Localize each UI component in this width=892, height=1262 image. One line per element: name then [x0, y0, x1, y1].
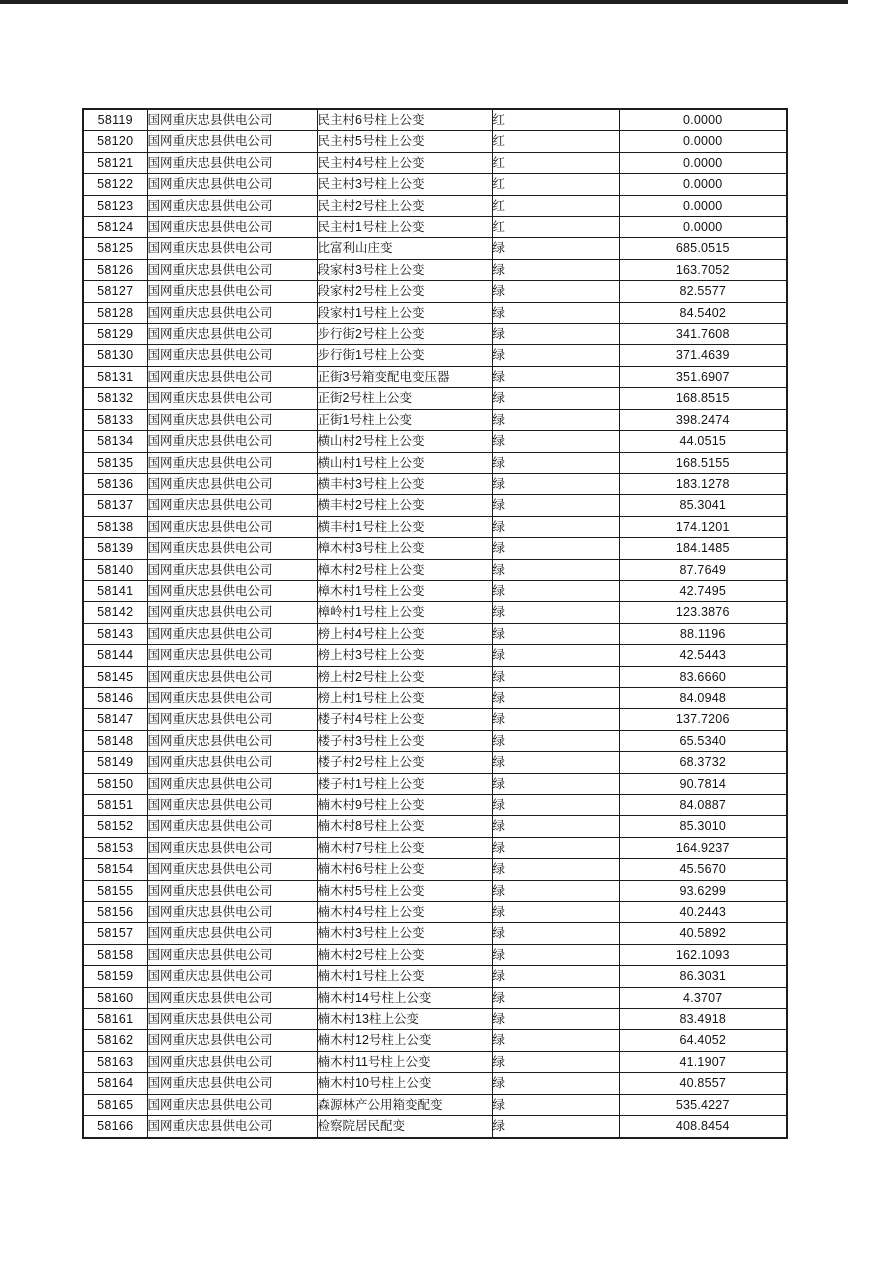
cell-status-color: 绿 [492, 1051, 619, 1072]
cell-value: 0.0000 [619, 174, 787, 195]
cell-value: 398.2474 [619, 409, 787, 430]
cell-company-name: 国网重庆忠县供电公司 [147, 1009, 317, 1030]
cell-record-id: 58166 [83, 1116, 147, 1138]
cell-station-name: 正街2号柱上公变 [317, 388, 492, 409]
cell-status-color: 绿 [492, 324, 619, 345]
cell-company-name: 国网重庆忠县供电公司 [147, 281, 317, 302]
cell-station-name: 正街1号柱上公变 [317, 409, 492, 430]
cell-value: 84.0887 [619, 795, 787, 816]
cell-company-name: 国网重庆忠县供电公司 [147, 602, 317, 623]
cell-record-id: 58127 [83, 281, 147, 302]
cell-company-name: 国网重庆忠县供电公司 [147, 944, 317, 965]
cell-status-color: 绿 [492, 666, 619, 687]
table-row [83, 795, 787, 816]
top-border-line [0, 0, 848, 4]
cell-record-id: 58119 [83, 109, 147, 131]
cell-station-name: 步行街1号柱上公变 [317, 345, 492, 366]
cell-value: 685.0515 [619, 238, 787, 259]
cell-record-id: 58142 [83, 602, 147, 623]
cell-station-name: 横丰村2号柱上公变 [317, 495, 492, 516]
cell-company-name: 国网重庆忠县供电公司 [147, 666, 317, 687]
cell-station-name: 段家村1号柱上公变 [317, 302, 492, 323]
cell-status-color: 绿 [492, 880, 619, 901]
cell-value: 174.1201 [619, 516, 787, 537]
cell-station-name: 榜上村2号柱上公变 [317, 666, 492, 687]
cell-status-color: 绿 [492, 431, 619, 452]
cell-company-name: 国网重庆忠县供电公司 [147, 473, 317, 494]
cell-record-id: 58143 [83, 623, 147, 644]
table-row [83, 1073, 787, 1094]
table-row [83, 152, 787, 173]
cell-status-color: 绿 [492, 495, 619, 516]
table-row [83, 730, 787, 751]
table-row [83, 623, 787, 644]
table-row [83, 431, 787, 452]
cell-station-name: 横丰村3号柱上公变 [317, 473, 492, 494]
table-row [83, 538, 787, 559]
table-row [83, 687, 787, 708]
cell-value: 64.4052 [619, 1030, 787, 1051]
cell-station-name: 横丰村1号柱上公变 [317, 516, 492, 537]
cell-value: 90.7814 [619, 773, 787, 794]
cell-value: 93.6299 [619, 880, 787, 901]
table-row [83, 131, 787, 152]
cell-value: 42.7495 [619, 580, 787, 601]
table-row [83, 281, 787, 302]
cell-status-color: 绿 [492, 859, 619, 880]
cell-value: 84.0948 [619, 687, 787, 708]
cell-company-name: 国网重庆忠县供电公司 [147, 773, 317, 794]
cell-record-id: 58158 [83, 944, 147, 965]
cell-status-color: 绿 [492, 987, 619, 1008]
cell-station-name: 民主村6号柱上公变 [317, 109, 492, 131]
cell-company-name: 国网重庆忠县供电公司 [147, 431, 317, 452]
cell-value: 162.1093 [619, 944, 787, 965]
cell-station-name: 楠木村2号柱上公变 [317, 944, 492, 965]
cell-status-color: 绿 [492, 473, 619, 494]
cell-status-color: 红 [492, 174, 619, 195]
cell-status-color: 绿 [492, 944, 619, 965]
cell-company-name: 国网重庆忠县供电公司 [147, 238, 317, 259]
cell-value: 0.0000 [619, 217, 787, 238]
cell-status-color: 绿 [492, 302, 619, 323]
cell-value: 168.5155 [619, 452, 787, 473]
cell-status-color: 红 [492, 217, 619, 238]
table-row [83, 709, 787, 730]
table-row [83, 174, 787, 195]
cell-company-name: 国网重庆忠县供电公司 [147, 366, 317, 387]
cell-station-name: 森源林产公用箱变配变 [317, 1094, 492, 1115]
cell-record-id: 58146 [83, 687, 147, 708]
cell-company-name: 国网重庆忠县供电公司 [147, 730, 317, 751]
cell-station-name: 楠木村14号柱上公变 [317, 987, 492, 1008]
cell-status-color: 绿 [492, 709, 619, 730]
cell-value: 42.5443 [619, 645, 787, 666]
cell-company-name: 国网重庆忠县供电公司 [147, 109, 317, 131]
table-row [83, 837, 787, 858]
cell-station-name: 榜上村3号柱上公变 [317, 645, 492, 666]
cell-record-id: 58147 [83, 709, 147, 730]
cell-status-color: 绿 [492, 1073, 619, 1094]
cell-company-name: 国网重庆忠县供电公司 [147, 174, 317, 195]
table-row [83, 109, 787, 131]
cell-station-name: 正街3号箱变配电变压器 [317, 366, 492, 387]
table-row [83, 880, 787, 901]
cell-value: 45.5670 [619, 859, 787, 880]
table-row [83, 195, 787, 216]
cell-company-name: 国网重庆忠县供电公司 [147, 495, 317, 516]
cell-company-name: 国网重庆忠县供电公司 [147, 966, 317, 987]
table-row [83, 388, 787, 409]
table-row [83, 302, 787, 323]
cell-status-color: 绿 [492, 538, 619, 559]
cell-company-name: 国网重庆忠县供电公司 [147, 559, 317, 580]
cell-station-name: 民主村5号柱上公变 [317, 131, 492, 152]
cell-status-color: 绿 [492, 1030, 619, 1051]
cell-value: 184.1485 [619, 538, 787, 559]
cell-status-color: 红 [492, 152, 619, 173]
cell-record-id: 58154 [83, 859, 147, 880]
table-row [83, 580, 787, 601]
cell-record-id: 58153 [83, 837, 147, 858]
cell-record-id: 58160 [83, 987, 147, 1008]
cell-value: 137.7206 [619, 709, 787, 730]
cell-value: 0.0000 [619, 152, 787, 173]
cell-company-name: 国网重庆忠县供电公司 [147, 837, 317, 858]
cell-company-name: 国网重庆忠县供电公司 [147, 324, 317, 345]
cell-station-name: 楠木村12号柱上公变 [317, 1030, 492, 1051]
cell-record-id: 58163 [83, 1051, 147, 1072]
cell-status-color: 红 [492, 131, 619, 152]
cell-value: 44.0515 [619, 431, 787, 452]
table-row [83, 238, 787, 259]
cell-value: 40.5892 [619, 923, 787, 944]
cell-status-color: 绿 [492, 752, 619, 773]
cell-status-color: 绿 [492, 645, 619, 666]
table-row [83, 1051, 787, 1072]
cell-company-name: 国网重庆忠县供电公司 [147, 923, 317, 944]
table-row [83, 602, 787, 623]
table-row [83, 773, 787, 794]
cell-status-color: 绿 [492, 730, 619, 751]
cell-status-color: 绿 [492, 773, 619, 794]
cell-station-name: 楠木村9号柱上公变 [317, 795, 492, 816]
cell-record-id: 58124 [83, 217, 147, 238]
cell-status-color: 绿 [492, 1094, 619, 1115]
cell-value: 83.4918 [619, 1009, 787, 1030]
cell-station-name: 樟木村3号柱上公变 [317, 538, 492, 559]
cell-record-id: 58164 [83, 1073, 147, 1094]
cell-value: 87.7649 [619, 559, 787, 580]
cell-status-color: 绿 [492, 623, 619, 644]
table-row [83, 516, 787, 537]
cell-status-color: 绿 [492, 259, 619, 280]
cell-company-name: 国网重庆忠县供电公司 [147, 1051, 317, 1072]
cell-record-id: 58151 [83, 795, 147, 816]
cell-station-name: 步行街2号柱上公变 [317, 324, 492, 345]
cell-station-name: 楠木村6号柱上公变 [317, 859, 492, 880]
cell-station-name: 民主村2号柱上公变 [317, 195, 492, 216]
table-row [83, 345, 787, 366]
cell-company-name: 国网重庆忠县供电公司 [147, 1030, 317, 1051]
table-row [83, 645, 787, 666]
table-row [83, 902, 787, 923]
cell-value: 341.7608 [619, 324, 787, 345]
cell-station-name: 民主村1号柱上公变 [317, 217, 492, 238]
cell-value: 40.2443 [619, 902, 787, 923]
cell-company-name: 国网重庆忠县供电公司 [147, 752, 317, 773]
cell-station-name: 横山村2号柱上公变 [317, 431, 492, 452]
cell-record-id: 58144 [83, 645, 147, 666]
table-row [83, 452, 787, 473]
cell-station-name: 楼子村3号柱上公变 [317, 730, 492, 751]
cell-value: 40.8557 [619, 1073, 787, 1094]
table-row [83, 1009, 787, 1030]
cell-station-name: 楼子村1号柱上公变 [317, 773, 492, 794]
cell-record-id: 58155 [83, 880, 147, 901]
cell-company-name: 国网重庆忠县供电公司 [147, 709, 317, 730]
cell-value: 0.0000 [619, 131, 787, 152]
cell-company-name: 国网重庆忠县供电公司 [147, 1116, 317, 1138]
cell-station-name: 樟木村2号柱上公变 [317, 559, 492, 580]
cell-company-name: 国网重庆忠县供电公司 [147, 152, 317, 173]
cell-record-id: 58156 [83, 902, 147, 923]
cell-value: 83.6660 [619, 666, 787, 687]
table-row [83, 816, 787, 837]
cell-station-name: 楠木村11号柱上公变 [317, 1051, 492, 1072]
cell-company-name: 国网重庆忠县供电公司 [147, 131, 317, 152]
cell-record-id: 58121 [83, 152, 147, 173]
cell-record-id: 58138 [83, 516, 147, 537]
cell-station-name: 楠木村8号柱上公变 [317, 816, 492, 837]
table-row [83, 859, 787, 880]
cell-record-id: 58145 [83, 666, 147, 687]
cell-value: 408.8454 [619, 1116, 787, 1138]
table-row [83, 1094, 787, 1115]
cell-status-color: 绿 [492, 795, 619, 816]
table-row [83, 923, 787, 944]
cell-station-name: 榜上村1号柱上公变 [317, 687, 492, 708]
cell-record-id: 58149 [83, 752, 147, 773]
cell-status-color: 绿 [492, 388, 619, 409]
cell-station-name: 检察院居民配变 [317, 1116, 492, 1138]
cell-value: 4.3707 [619, 987, 787, 1008]
cell-status-color: 绿 [492, 966, 619, 987]
table-row [83, 666, 787, 687]
table-row [83, 259, 787, 280]
cell-station-name: 段家村3号柱上公变 [317, 259, 492, 280]
cell-record-id: 58162 [83, 1030, 147, 1051]
cell-record-id: 58132 [83, 388, 147, 409]
cell-status-color: 红 [492, 195, 619, 216]
cell-station-name: 楠木村10号柱上公变 [317, 1073, 492, 1094]
cell-value: 65.5340 [619, 730, 787, 751]
cell-value: 84.5402 [619, 302, 787, 323]
cell-station-name: 楠木村1号柱上公变 [317, 966, 492, 987]
cell-station-name: 楼子村2号柱上公变 [317, 752, 492, 773]
cell-station-name: 楠木村7号柱上公变 [317, 837, 492, 858]
cell-status-color: 绿 [492, 238, 619, 259]
cell-status-color: 绿 [492, 923, 619, 944]
cell-status-color: 绿 [492, 816, 619, 837]
table-row [83, 495, 787, 516]
cell-value: 82.5577 [619, 281, 787, 302]
cell-station-name: 楼子村4号柱上公变 [317, 709, 492, 730]
cell-company-name: 国网重庆忠县供电公司 [147, 259, 317, 280]
cell-record-id: 58128 [83, 302, 147, 323]
cell-station-name: 楠木村4号柱上公变 [317, 902, 492, 923]
cell-record-id: 58131 [83, 366, 147, 387]
cell-status-color: 绿 [492, 516, 619, 537]
cell-status-color: 绿 [492, 837, 619, 858]
cell-company-name: 国网重庆忠县供电公司 [147, 217, 317, 238]
table-row [83, 1116, 787, 1138]
cell-record-id: 58134 [83, 431, 147, 452]
table-row [83, 559, 787, 580]
cell-record-id: 58129 [83, 324, 147, 345]
cell-value: 535.4227 [619, 1094, 787, 1115]
cell-value: 164.9237 [619, 837, 787, 858]
cell-status-color: 绿 [492, 687, 619, 708]
cell-company-name: 国网重庆忠县供电公司 [147, 902, 317, 923]
cell-company-name: 国网重庆忠县供电公司 [147, 623, 317, 644]
cell-company-name: 国网重庆忠县供电公司 [147, 516, 317, 537]
cell-value: 163.7052 [619, 259, 787, 280]
cell-status-color: 绿 [492, 1116, 619, 1138]
cell-station-name: 楠木村3号柱上公变 [317, 923, 492, 944]
cell-station-name: 樟木村1号柱上公变 [317, 580, 492, 601]
cell-company-name: 国网重庆忠县供电公司 [147, 645, 317, 666]
cell-value: 183.1278 [619, 473, 787, 494]
cell-company-name: 国网重庆忠县供电公司 [147, 1094, 317, 1115]
cell-status-color: 绿 [492, 366, 619, 387]
table-row [83, 1030, 787, 1051]
table-row [83, 944, 787, 965]
cell-record-id: 58122 [83, 174, 147, 195]
table-row [83, 324, 787, 345]
cell-record-id: 58125 [83, 238, 147, 259]
cell-company-name: 国网重庆忠县供电公司 [147, 795, 317, 816]
cell-company-name: 国网重庆忠县供电公司 [147, 859, 317, 880]
cell-value: 41.1907 [619, 1051, 787, 1072]
cell-company-name: 国网重庆忠县供电公司 [147, 987, 317, 1008]
cell-record-id: 58137 [83, 495, 147, 516]
cell-station-name: 段家村2号柱上公变 [317, 281, 492, 302]
table-row [83, 409, 787, 430]
cell-status-color: 绿 [492, 452, 619, 473]
cell-status-color: 绿 [492, 409, 619, 430]
cell-record-id: 58140 [83, 559, 147, 580]
cell-company-name: 国网重庆忠县供电公司 [147, 452, 317, 473]
cell-status-color: 绿 [492, 902, 619, 923]
cell-value: 88.1196 [619, 623, 787, 644]
cell-station-name: 民主村3号柱上公变 [317, 174, 492, 195]
cell-record-id: 58139 [83, 538, 147, 559]
cell-value: 85.3010 [619, 816, 787, 837]
cell-value: 85.3041 [619, 495, 787, 516]
cell-record-id: 58133 [83, 409, 147, 430]
cell-status-color: 绿 [492, 281, 619, 302]
cell-value: 0.0000 [619, 195, 787, 216]
table-row [83, 966, 787, 987]
cell-value: 0.0000 [619, 109, 787, 131]
cell-status-color: 绿 [492, 580, 619, 601]
cell-station-name: 民主村4号柱上公变 [317, 152, 492, 173]
cell-value: 371.4639 [619, 345, 787, 366]
cell-company-name: 国网重庆忠县供电公司 [147, 1073, 317, 1094]
cell-company-name: 国网重庆忠县供电公司 [147, 345, 317, 366]
cell-record-id: 58130 [83, 345, 147, 366]
transformer-data-table [82, 108, 788, 1139]
cell-company-name: 国网重庆忠县供电公司 [147, 195, 317, 216]
cell-record-id: 58150 [83, 773, 147, 794]
table-body [83, 109, 787, 1138]
cell-company-name: 国网重庆忠县供电公司 [147, 302, 317, 323]
cell-record-id: 58141 [83, 580, 147, 601]
cell-company-name: 国网重庆忠县供电公司 [147, 816, 317, 837]
cell-station-name: 横山村1号柱上公变 [317, 452, 492, 473]
cell-record-id: 58148 [83, 730, 147, 751]
cell-company-name: 国网重庆忠县供电公司 [147, 580, 317, 601]
cell-company-name: 国网重庆忠县供电公司 [147, 388, 317, 409]
cell-station-name: 樟岭村1号柱上公变 [317, 602, 492, 623]
table-row [83, 366, 787, 387]
cell-value: 123.3876 [619, 602, 787, 623]
cell-record-id: 58120 [83, 131, 147, 152]
cell-record-id: 58135 [83, 452, 147, 473]
cell-record-id: 58161 [83, 1009, 147, 1030]
cell-record-id: 58123 [83, 195, 147, 216]
cell-status-color: 绿 [492, 1009, 619, 1030]
cell-status-color: 绿 [492, 602, 619, 623]
cell-station-name: 楠木村13柱上公变 [317, 1009, 492, 1030]
cell-record-id: 58157 [83, 923, 147, 944]
cell-record-id: 58152 [83, 816, 147, 837]
table-row [83, 473, 787, 494]
cell-station-name: 比富利山庄变 [317, 238, 492, 259]
cell-status-color: 绿 [492, 559, 619, 580]
cell-status-color: 绿 [492, 345, 619, 366]
cell-value: 351.6907 [619, 366, 787, 387]
table-row [83, 217, 787, 238]
cell-station-name: 榜上村4号柱上公变 [317, 623, 492, 644]
cell-value: 168.8515 [619, 388, 787, 409]
cell-record-id: 58159 [83, 966, 147, 987]
cell-company-name: 国网重庆忠县供电公司 [147, 880, 317, 901]
cell-record-id: 58136 [83, 473, 147, 494]
cell-value: 68.3732 [619, 752, 787, 773]
cell-station-name: 楠木村5号柱上公变 [317, 880, 492, 901]
cell-value: 86.3031 [619, 966, 787, 987]
cell-record-id: 58126 [83, 259, 147, 280]
table-row [83, 752, 787, 773]
table-row [83, 987, 787, 1008]
cell-company-name: 国网重庆忠县供电公司 [147, 409, 317, 430]
cell-company-name: 国网重庆忠县供电公司 [147, 538, 317, 559]
cell-company-name: 国网重庆忠县供电公司 [147, 687, 317, 708]
cell-status-color: 红 [492, 109, 619, 131]
cell-record-id: 58165 [83, 1094, 147, 1115]
